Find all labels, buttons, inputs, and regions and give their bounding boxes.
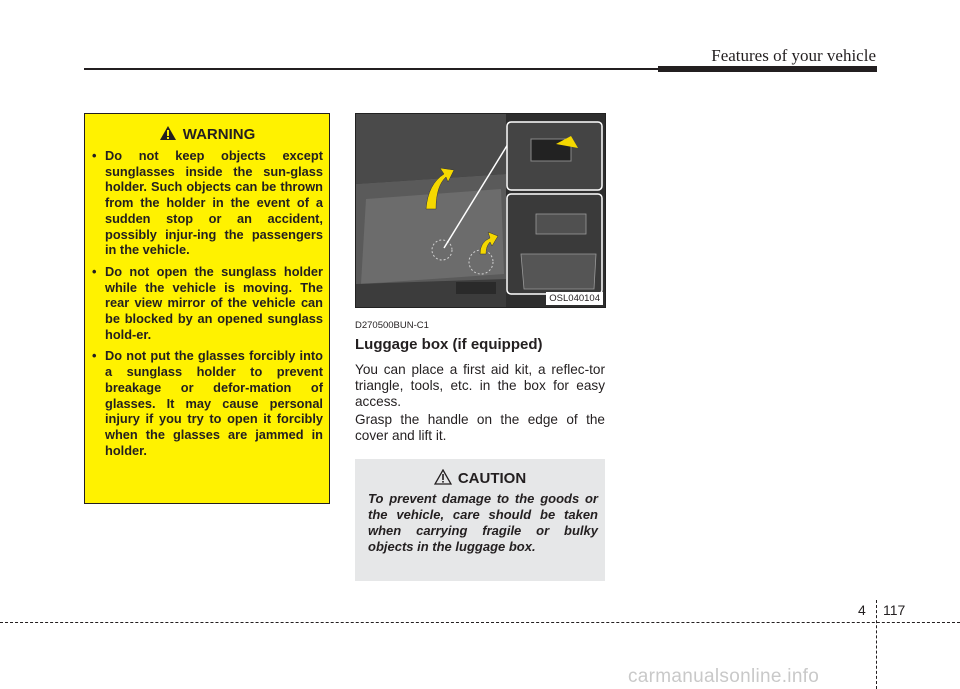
caution-heading — [355, 469, 605, 489]
warning-icon — [159, 125, 177, 145]
caution-text: To prevent damage to the goods or the vehicle, care should be taken when carrying fragile or bulky objects in the luggage box. — [368, 491, 598, 554]
warning-heading-text: WARNING — [182, 126, 256, 143]
chapter-number: 4 — [858, 602, 866, 618]
warning-list — [91, 148, 323, 464]
section-code: D270500BUN-C1 — [355, 320, 429, 331]
header-title: Features of your vehicle — [711, 46, 876, 65]
body-paragraph: You can place a first aid kit, a reflec-tor triangle, tools, etc. in the box for easy access. — [355, 362, 605, 410]
section-title: Luggage box (if equipped) — [355, 336, 543, 353]
figure-label: OSL040104 — [546, 292, 603, 305]
warning-item: • Do not keep objects except sunglasses inside the sun-glass holder. Such objects can be thrown from the holder in the event of a sudden stop or an accident, possibly injur-ing the passengers in the vehicle. — [91, 148, 323, 258]
luggage-box-photo — [355, 113, 606, 308]
warning-item: • Do not open the sunglass holder while the vehicle is moving. The rear view mirror of the vehicle can be blocked by an opened sunglass hold-er. — [91, 264, 323, 343]
page-number: 117 — [883, 602, 906, 618]
caution-icon — [434, 469, 452, 489]
body-paragraph: Grasp the handle on the edge of the cover and lift it. — [355, 412, 605, 444]
header-rule-accent — [658, 66, 877, 72]
footer-rule — [0, 622, 960, 623]
caution-box — [355, 459, 605, 581]
caution-heading-text: CAUTION — [457, 470, 527, 487]
warning-heading — [85, 125, 329, 145]
footer-divider — [876, 600, 877, 689]
warning-box — [84, 113, 330, 504]
warning-item: • Do not put the glasses forcibly into a sunglass holder to prevent breakage or defor-mation of glasses. It may cause personal injury if you try to open it forcibly when the glasses are jammed in holder. — [91, 348, 323, 458]
watermark: carmanualsonline.info — [628, 666, 820, 687]
